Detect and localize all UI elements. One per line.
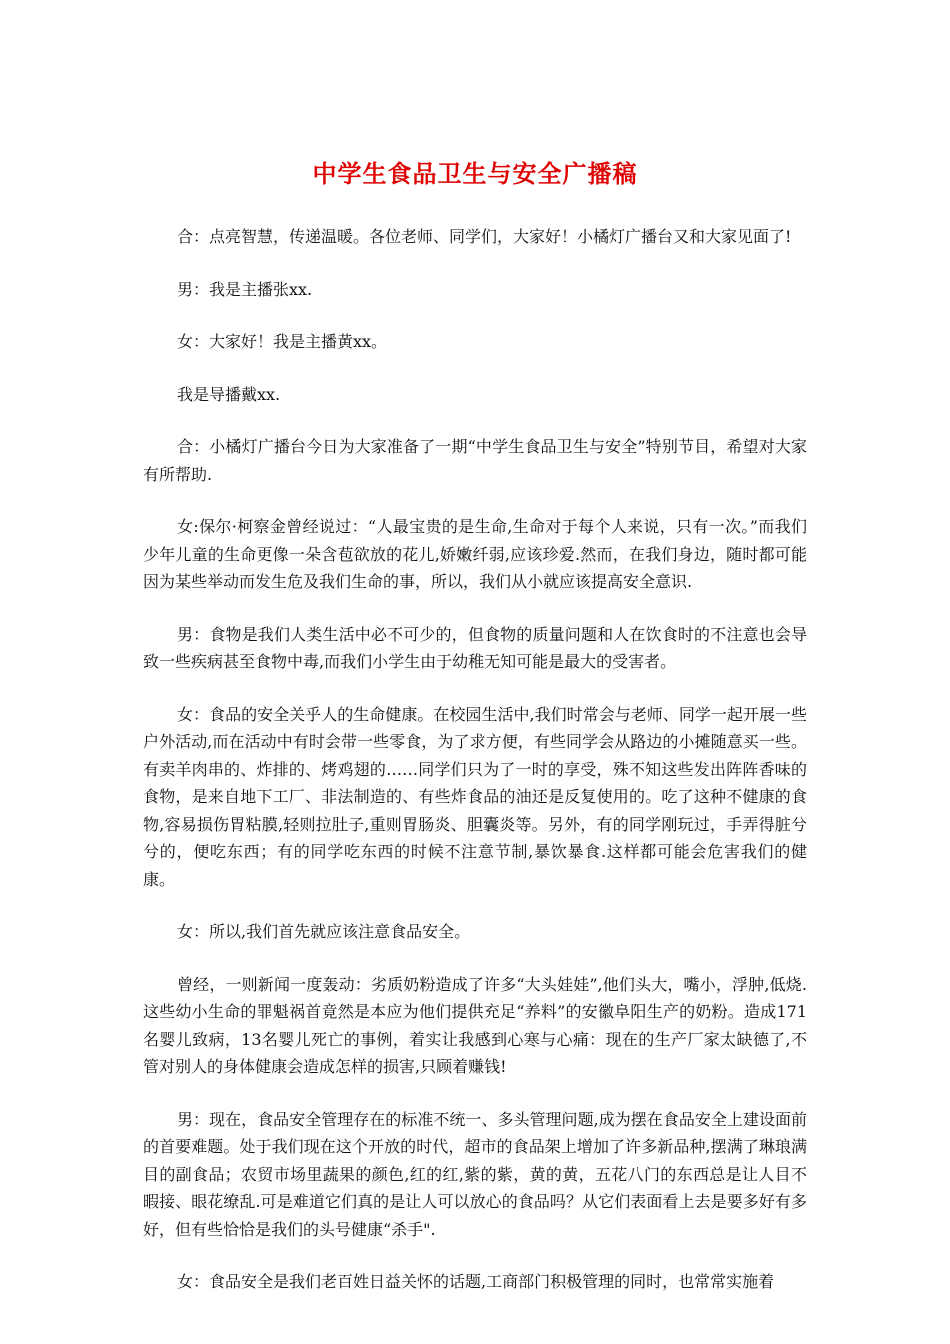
paragraph: 男：现在，食品安全管理存在的标准不统一、多头管理问题,成为摆在食品安全上建设面前的首要难题。处于我们现在这个开放的时代，超市的食品架上增加了许多新品种,摆满了琳琅满目的副食品；农贸市场里蔬果的颜色,红的红,紫的紫，黄的黄，五花八门的东西总是让人目不暇接、眼花缭乱.可是难道它们真的是让人可以放心的食品吗？从它们表面看上去是要多好有多好，但有些恰恰是我们的头号健康“杀手". [143,1109,807,1239]
page-title: 中学生食品卫生与安全广播稿 [312,159,638,188]
paragraph: 合：点亮智慧，传递温暖。各位老师、同学们，大家好！小橘灯广播台又和大家见面了! [177,227,792,246]
paragraph: 女：大家好！我是主播黄xx。 [177,332,388,351]
paragraph: 女：食品安全是我们老百姓日益关怀的话题,工商部门积极管理的同时，也常常实施着 [177,1272,775,1291]
paragraph: 女：食品的安全关乎人的生命健康。在校园生活中,我们时常会与老师、同学一起开展一些户外活动,而在活动中有时会带一些零食，为了求方便，有些同学会从路边的小摊随意买一些。有卖羊肉串的、炸排的、烤鸡翅的……同学们只为了一时的享受，殊不知这些发出阵阵香味的食物，是来自地下工厂、非法制造的、有些炸食品的油还是反复使用的。吃了这种不健康的食物,容易损伤胃粘膜,轻则拉肚子,重则胃肠炎、胆囊炎等。另外，有的同学刚玩过，手弄得脏兮兮的，便吃东西；有的同学吃东西的时候不注意节制,暴饮暴食.这样都可能会危害我们的健康。 [143,704,807,889]
paragraph: 我是导播戴xx. [177,384,281,404]
paragraph: 女：所以,我们首先就应该注意食品安全。 [177,922,471,941]
paragraph: 合：小橘灯广播台今日为大家准备了一期“中学生食品卫生与安全”特别节目，希望对大家有所帮助. [143,437,807,484]
paragraph: 女:保尔·柯察金曾经说过：“人最宝贵的是生命,生命对于每个人来说，只有一次。”而我们少年儿童的生命更像一朵含苞欲放的花儿,娇嫩纤弱,应该珍爱.然而，在我们身边，随时都可能因为某些举动而发生危及我们生命的事，所以，我们从小就应该提高安全意识. [143,517,807,591]
paragraph: 男：我是主播张xx. [177,279,313,299]
paragraph: 男：食物是我们人类生活中必不可少的，但食物的质量问题和人在饮食时的不注意也会导致一些疾病甚至食物中毒,而我们小学生由于幼稚无知可能是最大的受害者。 [143,624,807,671]
document-body [143,223,807,1321]
paragraph: 曾经，一则新闻一度轰动：劣质奶粉造成了许多“大头娃娃”,他们头大，嘴小，浮肿,低烧.这些幼小生命的罪魁祸首竟然是本应为他们提供充足“养料”的安徽阜阳生产的奶粉。造成171名婴儿致病，13名婴儿死亡的事例，着实让我感到心寒与心痛：现在的生产厂家太缺德了,不管对别人的身体健康会造成怎样的损害,只顾着赚钱! [143,974,807,1076]
